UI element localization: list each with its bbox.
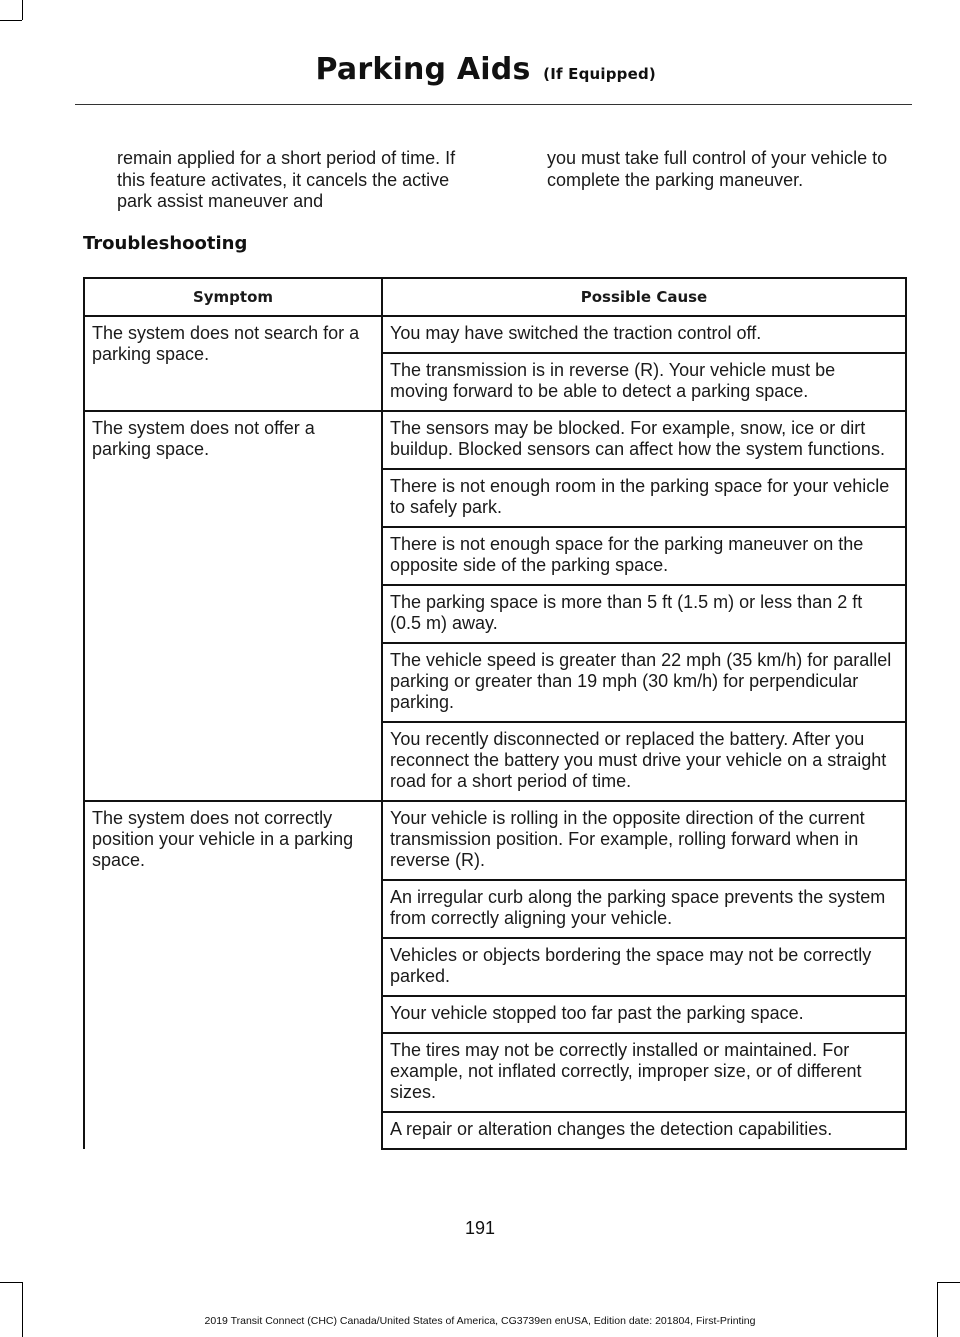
crop-mark: [937, 1282, 960, 1283]
intro-paragraph-right: you must take full control of your vehicle to complete the parking maneuver.: [547, 148, 888, 190]
column-header-cause: Possible Cause: [382, 278, 906, 316]
header-divider: [75, 104, 912, 105]
cause-cell: The tires may not be correctly installed or maintained. For example, not inflated correctly, improper size, or of different sizes.: [382, 1033, 906, 1112]
cause-cell: Your vehicle stopped too far past the parking space.: [382, 996, 906, 1033]
cause-cell: An irregular curb along the parking space prevents the system from correctly aligning your vehicle.: [382, 880, 906, 938]
column-header-symptom: Symptom: [84, 278, 382, 316]
section-heading: Troubleshooting: [83, 233, 248, 254]
cause-cell: The vehicle speed is greater than 22 mph (35 km/h) for parallel parking or greater than 19 mph (30 km/h) for perpendicular parking.: [382, 643, 906, 722]
crop-mark: [22, 0, 23, 20]
cause-cell: You may have switched the traction control off.: [382, 316, 906, 353]
cause-cell: There is not enough room in the parking space for your vehicle to safely park.: [382, 469, 906, 527]
cause-cell: The transmission is in reverse (R). Your vehicle must be moving forward to be able to detect a parking space.: [382, 353, 906, 411]
cause-cell: The parking space is more than 5 ft (1.5 m) or less than 2 ft (0.5 m) away.: [382, 585, 906, 643]
page-title-main: Parking Aids: [315, 52, 531, 87]
footer-edition-info: 2019 Transit Connect (CHC) Canada/United States of America, CG3739en enUSA, Edition date: 201804, First-Printing: [204, 1315, 756, 1327]
symptom-cell: The system does not correctly position your vehicle in a parking space.: [84, 801, 382, 1149]
page-title-subtitle: (If Equipped): [543, 65, 656, 83]
page-title: [316, 52, 656, 87]
cause-cell: The sensors may be blocked. For example, snow, ice or dirt buildup. Blocked sensors can affect how the system functions.: [382, 411, 906, 469]
table-row: [84, 801, 906, 880]
cause-cell: You recently disconnected or replaced the battery. After you reconnect the battery you must drive your vehicle on a straight road for a short period of time.: [382, 722, 906, 801]
intro-paragraph-left: remain applied for a short period of time. If this feature activates, it cancels the active park assist maneuver and: [117, 148, 456, 211]
symptom-cell: The system does not search for a parking space.: [84, 316, 382, 411]
cause-cell: A repair or alteration changes the detection capabilities.: [382, 1112, 906, 1149]
crop-mark: [0, 1282, 22, 1283]
cause-cell: Vehicles or objects bordering the space may not be correctly parked.: [382, 938, 906, 996]
table-row: [84, 411, 906, 469]
cause-cell: There is not enough space for the parking maneuver on the opposite side of the parking space.: [382, 527, 906, 585]
crop-mark: [22, 1282, 23, 1337]
cause-cell: Your vehicle is rolling in the opposite direction of the current transmission position. For example, rolling forward when in reverse (R).: [382, 801, 906, 880]
symptom-cell: The system does not offer a parking space.: [84, 411, 382, 801]
page-number: 191: [464, 1218, 496, 1238]
table-row: [84, 316, 906, 353]
crop-mark: [0, 20, 22, 21]
troubleshooting-table: [83, 277, 907, 1150]
table-header-row: [84, 278, 906, 316]
crop-mark: [937, 1282, 938, 1337]
